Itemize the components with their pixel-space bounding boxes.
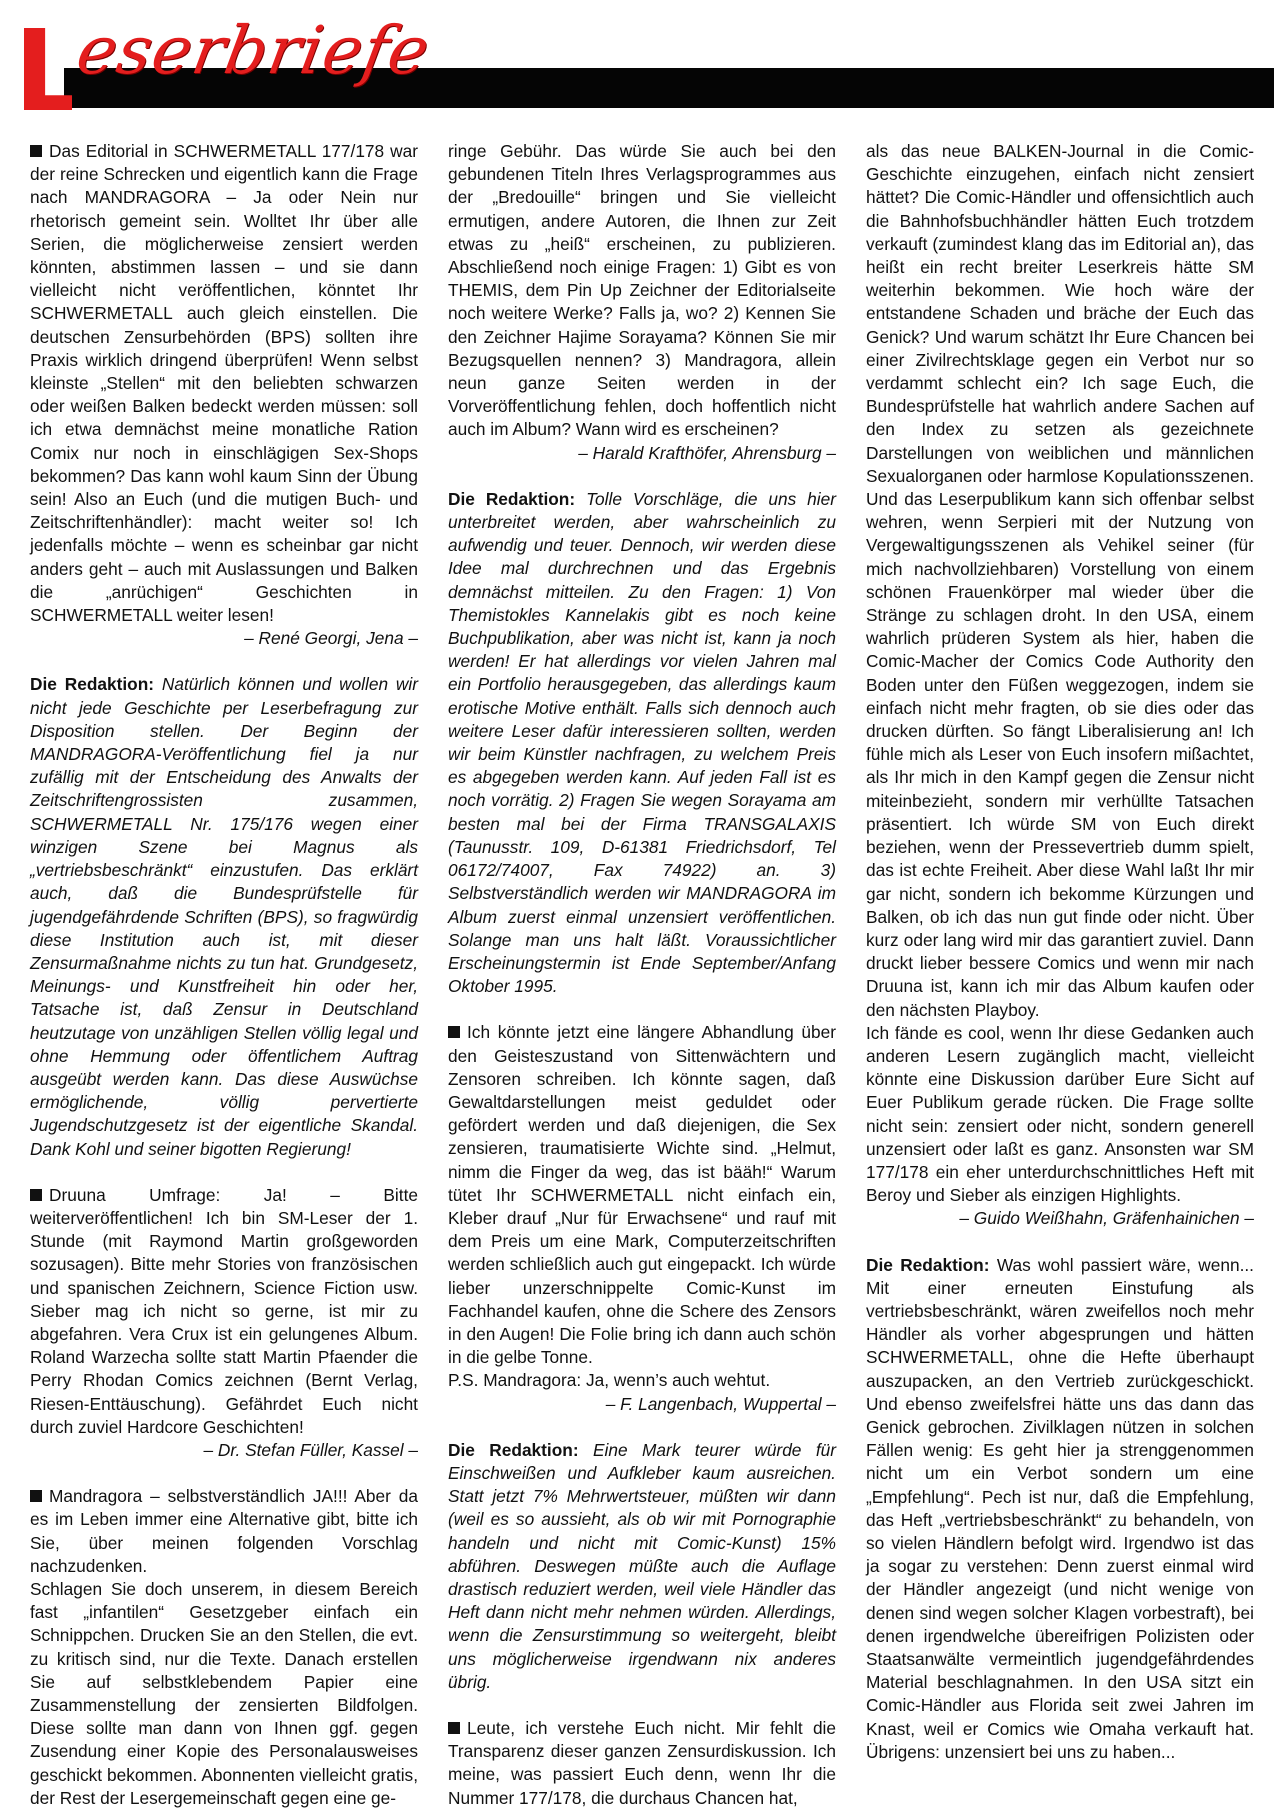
letter-signature: – Harald Krafthöfer, Ahrensburg – xyxy=(578,442,836,463)
paragraph-gap xyxy=(448,998,836,1021)
reply-lead: Die Redaktion: xyxy=(448,1439,579,1460)
letter-paragraph: Ich fände es cool, wenn Ihr diese Gedanken auch anderen Lesern zugänglich macht, vielleicht könnte eine Diskussion darüber Eure Sicht auf Euer Publikum gerade rücken. Die Frage sollte nicht sein: zensiert oder nicht, sondern generell unzensiert oder laßt es ganz. Ansonsten war SM 177/178 ein eher unterdurchschnittliches Heft mit Beroy und Sieber als einzigen Highlights. xyxy=(866,1022,1254,1206)
letter-signature: – Guido Weißhahn, Gräfenhainichen – xyxy=(959,1208,1254,1229)
letter-signature: – René Georgi, Jena – xyxy=(244,628,418,649)
square-bullet-icon xyxy=(448,1026,460,1038)
letter-text: Das Editorial in SCHWERMETALL 177/178 war der reine Schrecken und eigentlich kann die Frage nach MANDRAGORA – Ja oder Nein nur rhetorisch gemeint sein. Wolltet Ihr über alle Serien, die möglicherweise zensiert werden könnten, abstimmen lassen – und sie dann vielleicht nicht veröffentlichen, könntet Ihr SCHWERMETALL auch gleich einstellen. Die deutschen Zensurbehörden (BPS) sollten ihre Praxis wirklich dringend überprüfen! Wenn selbst kleinste „Stellen“ mit den beliebten schwarzen oder weißen Balken bedeckt werden müssen: soll ich etwa demnächst meine monatliche Ration Comix nur noch in einschlägigen Sex-Shops bekommen? Das kann wohl kaum Sinn der Übung sein! Also an Euch (und die mutigen Buch- und Zeitschriftenhändler): macht weiter so! Ich jedenfalls möchte – wenn es scheinbar gar nicht anders geht – auch mit Auslassungen und Balken die „anrüchigen“ Geschichten in SCHWERMETALL weiter lesen! xyxy=(30,141,418,626)
letter-signature: – F. Langenbach, Wuppertal – xyxy=(605,1393,836,1414)
reply-lead: Die Redaktion: xyxy=(30,674,155,695)
letter-text: Ich könnte jetzt eine längere Abhandlung über den Geisteszustand von Sittenwächtern und Zensoren schreiben. Ich könnte sagen, daß Gewaltdarstellungen meist geduldet oder gefördert werden und daß diejenigen, die Sex zensieren, traumatisierte Wichte sind. „Helmut, nimm die Finger da weg, das ist bääh!“ Warum tütet Ihr SCHWERMETALL nicht einfach ein, Kleber drauf „Nur für Erwachsene“ und rauf mit dem Preis um eine Mark, Computerzeitschriften werden schließlich auch gut eingepackt. Ich würde lieber unzerschnippelte Comic-Kunst im Fachhandel kaufen, ohne die Schere des Zensors in den Augen! Die Folie bring ich dann auch schön in die gelbe Tonne. xyxy=(448,1022,836,1368)
editorial-reply xyxy=(448,1439,836,1694)
letter-text: Druuna Umfrage: Ja! – Bitte weiterveröffentlichen! Ich bin SM-Leser der 1. Stunde (mit Raymond Martin großgeworden sozusagen). Bitte mehr Stories von französischen und spanischen Zeichnern, Science Fiction usw. Sieber mag ich nicht so gerne, ist mir zu abgefahren. Vera Crux ist ein gelungenes Album. Roland Warzecha sollte statt Martin Pfaender die Perry Rhodan Comics zeichnen (Bernt Verlag, Riesen-Enttäuschung). Gefährdet Euch nicht durch zuviel Hardcore Geschichten! xyxy=(30,1184,418,1437)
square-bullet-icon xyxy=(30,1490,42,1502)
reader-letter xyxy=(448,1717,836,1810)
column-2 xyxy=(448,140,836,1810)
letter-text: Mandragora – selbstverständlich JA!!! Aber da es im Leben immer eine Alternative gibt, bitte ich Sie, über meinen folgenden Vorschlag nachzudenken. xyxy=(30,1486,418,1576)
paragraph-gap xyxy=(448,465,836,488)
paragraph-gap xyxy=(448,1694,836,1717)
paragraph-gap xyxy=(866,1231,1254,1254)
reader-letter xyxy=(30,1184,418,1439)
square-bullet-icon xyxy=(30,1189,42,1201)
paragraph-gap xyxy=(30,650,418,673)
square-bullet-icon xyxy=(30,145,42,157)
editorial-reply xyxy=(866,1254,1254,1764)
column-3 xyxy=(866,140,1254,1764)
letter-text: Leute, ich verstehe Euch nicht. Mir fehlt die Transparenz dieser ganzen Zensurdiskussion. Ich meine, was passiert Euch denn, wenn Ihr die Nummer 177/178, die durchaus Chancen hat, xyxy=(448,1718,836,1808)
reply-text: Natürlich können und wollen wir nicht jede Geschichte per Leserbefragung zur Disposition stellen. Der Beginn der MANDRAGORA-Veröffentlichung fiel ja nur zufällig mit der Entscheidung des Anwalts der Zeitschriftengrossisten zusammen, SCHWERMETALL Nr. 175/176 wegen einer winzigen Szene bei Magnus als „vertriebsbeschränkt“ einzustufen. Das erklärt auch, daß die Bundesprüfstelle für jugendgefährdende Schriften (BPS), so fragwürdig diese Institution auch ist, mit dieser Zensurmaßnahme nichts zu tun hat. Grundgesetz, Meinungs- und Kunstfreiheit hin oder her, Tatsache ist, daß Zensur in Deutschland heutzutage von unzähligen Stellen völlig legal und ohne Hemmung oder öffentlichem Auftrag ausgeübt werden kann. Das diese Auswüchse ermöglichende, völlig pervertierte Jugendschutzgesetz ist der eigentliche Skandal. Dank Kohl und seiner bigotten Regierung! xyxy=(30,674,418,1159)
letter-paragraph: ringe Gebühr. Das würde Sie auch bei den gebundenen Titeln Ihres Verlagsprogrammes aus der „Bredouille“ bringen und Sie vielleicht ermutigen, andere Autoren, die Ihnen zur Zeit etwas zu „heiß“ erscheinen, zu publizieren. Abschließend noch einige Fragen: 1) Gibt es von THEMIS, dem Pin Up Zeichner der Editorialseite noch weitere Werke? Falls ja, wo? 2) Kennen Sie den Zeichner Hajime Sorayama? Können Sie mir Bezugsquellen nennen? 3) Mandragora, allein neun ganze Seiten werden in der Vorveröffentlichung fehlen, doch hoffentlich nicht auch im Album? Wann wird es erscheinen? xyxy=(448,141,836,440)
paragraph-gap xyxy=(448,1416,836,1439)
editorial-reply xyxy=(448,488,836,998)
page-header xyxy=(24,12,1274,116)
paragraph-gap xyxy=(30,1462,418,1485)
reader-letter xyxy=(448,1021,836,1369)
square-bullet-icon xyxy=(448,1722,460,1734)
letter-paragraph: Schlagen Sie doch unserem, in diesem Bereich fast „infantilen“ Gesetzgeber einfach ein Schnippchen. Drucken Sie an den Stellen, die evt. zu kritisch sind, nur die Texte. Danach erstellen Sie auf selbstklebendem Papier eine Zusammenstellung der zensierten Bildfolgen. Diese sollte man dann von Ihnen ggf. gegen Zusendung einer Kopie des Personalausweises geschickt bekommen. Abonnenten vielleicht gratis, der Rest der Lesergemeinschaft gegen eine ge- xyxy=(30,1578,418,1808)
column-1 xyxy=(30,140,418,1810)
reply-text: Tolle Vorschläge, die uns hier unterbreitet werden, aber wahrscheinlich zu aufwendig und teuer. Dennoch, wir werden diese Idee mal durchrechnen und das Ergebnis demnächst mitteilen. Zu den Fragen: 1) Von Themistokles Kannelakis gibt es noch keine Buchpublikation, aber was nicht ist, kann ja noch werden! Er hat allerdings vor vielen Jahren mal ein Portfolio herausgegeben, das allerdings kaum erotische Motive enthält. Falls sich dennoch auch weitere Leser dafür interessieren sollten, werden wir beim Künstler nachfragen, zu welchem Preis es abgegeben werden kann. Auf jeden Fall ist es noch vorrätig. 2) Fragen Sie wegen Sorayama am besten mal bei der Firma TRANSGALAXIS (Taunusstr. 109, D-61381 Friedrichsdorf, Tel 06172/74007, Fax 74922) an. 3) Selbstverständlich werden wir MANDRAGORA im Album zuerst einmal unzensiert veröffentlichen. Solange man uns halt läßt. Voraussichtlicher Erscheinungstermin ist Ende September/Anfang Oktober 1995. xyxy=(448,488,836,997)
letter-signature: – Dr. Stefan Füller, Kassel – xyxy=(203,1439,418,1460)
editorial-reply xyxy=(30,673,418,1160)
page-title: eserbriefe xyxy=(71,12,436,89)
reply-lead: Die Redaktion: xyxy=(448,488,576,509)
letter-paragraph: als das neue BALKEN-Journal in die Comic-Geschichte einzugehen, einfach nicht zensiert hättet? Die Comic-Händler und offensichtlich auch die Bahnhofsbuchhändler hätten Euch trotzdem verkauft (zumindest klang das im Editorial an), das heißt ein recht breiter Leserkreis hätte SM weiterhin bekommen. Wie hoch wäre der entstandene Schaden und bräche der Euch das Genick? Und warum schätzt Ihr Eure Chancen bei einer Zivilrechtsklage gegen ein Verbot nur so verdammt schlecht ein? Ich sage Euch, die Bundesprüfstelle hat wahrlich andere Sachen auf den Index zu setzen als gezeichnete Darstellungen von weiblichen und männlichen Sexualorganen oder harmlose Kopulationsszenen. Und das Leserpublikum kann sich offenbar selbst wehren, wenn Serpieri mit der Nutzung von Vergewaltigungsszenen als Vehikel seiner (für mich nachvollziehbaren) Vorstellung von einem schönen Frauenkörper mal wieder über die Stränge zu schlagen droht. In den USA, einem wahrlich prüderen System als hier, haben die Comic-Macher der Comics Code Authority den Boden unter den Füßen weggezogen, indem sie einfach nicht mehr fragten, ob sie dies oder das drucken dürften. So fängt Liberalisierung an! Ich fühle mich als Leser von Euch insofern mißachtet, als Ihr mich in den Kampf gegen die Zensur nicht miteinbezieht, sondern mir verhüllte Tatsachen präsentiert. Ich würde SM von Euch direkt beziehen, wenn der Pressevertrieb dumm spielt, das ist echte Freiheit. Aber diese Wahl laßt Ihr mir gar nicht, sondern ich bekomme Kürzungen und Balken, ob ich das nun gut finde oder nicht. Über kurz oder lang wird mir das garantiert zuviel. Dann druckt lieber bessere Comics und wenn mir nach Druuna ist, kann ich mir das Album kaufen oder den nächsten Playboy. xyxy=(866,141,1254,1020)
reader-letter xyxy=(30,140,418,627)
reply-text: Was wohl passiert wäre, wenn... Mit einer erneuten Einstufung als vertriebsbeschränkt, wären zweifellos noch mehr Händler als vorher abgesprungen und hätten SCHWERMETALL, ohne die Hefte überhaupt auszupacken, an den Vertrieb zurückgeschickt. Und ebenso zweifelsfrei hätte uns das dann das Genick gebrochen. Zivilklagen nützen in solchen Fällen wenig: Es geht hier ja strenggenommen nicht um ein Verbot sondern um eine „Empfehlung“. Pech ist nur, daß die Empfehlung, das Heft „vertriebsbeschränkt“ zu behandeln, von so vielen Händlern befolgt wird. Irgendwo ist das ja sogar zu verstehen: Denn zuerst einmal wird der Händler angezeigt (und nicht wenige von denen sind wegen solcher Klagen vorbestraft), bei denen irgendwelche übereifrigen Polizisten oder Staatsanwälte vermeintlich jugendgefährdendes Material beschlagnahmen. In den USA sitzt ein Comic-Händler aus Florida seit zwei Jahren im Knast, weil er Comics wie Omaha verkauft hat. Übrigens: unzensiert bei uns zu haben... xyxy=(866,1254,1254,1762)
reply-text: Eine Mark teurer würde für Einschweißen und Aufkleber kaum ausreichen. Statt jetzt 7% Mehrwertsteuer, müßten wir dann (weil es so aussieht, als ob wir mit Pornographie handeln und nicht mit Comic-Kunst) 15% abführen. Deswegen müßte auch die Auflage drastisch reduziert werden, weil viele Händler das Heft dann nicht mehr nehmen würden. Allerdings, wenn die Zensurstimmung so weitergeht, bleibt uns möglicherweise irgendwann nix anderes übrig. xyxy=(448,1439,836,1692)
reader-letter xyxy=(30,1485,418,1578)
reply-lead: Die Redaktion: xyxy=(866,1254,990,1275)
paragraph-gap xyxy=(30,1161,418,1184)
letter-paragraph: P.S. Mandragora: Ja, wenn’s auch wehtut. xyxy=(448,1370,771,1391)
